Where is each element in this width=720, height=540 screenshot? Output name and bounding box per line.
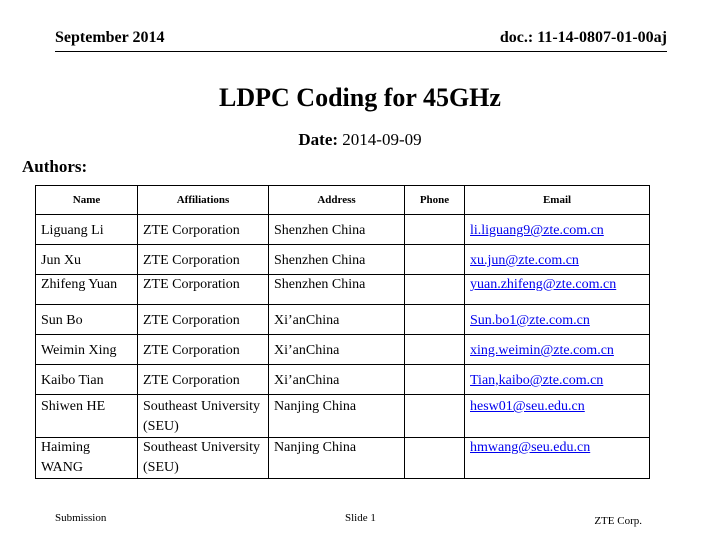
table-row bbox=[36, 395, 650, 438]
cell-address: Shenzhen China bbox=[269, 275, 405, 305]
cell-affiliation: ZTE Corporation bbox=[138, 215, 269, 245]
cell-email bbox=[465, 215, 650, 245]
column-header-affiliations: Affiliations bbox=[138, 186, 269, 215]
table-row bbox=[36, 275, 650, 305]
cell-affiliation: ZTE Corporation bbox=[138, 365, 269, 395]
cell-address: Xi’anChina bbox=[269, 305, 405, 335]
cell-address: Shenzhen China bbox=[269, 215, 405, 245]
header-doc-id: doc.: 11-14-0807-01-00aj bbox=[499, 29, 667, 46]
cell-name: Shiwen HE bbox=[36, 395, 138, 438]
cell-address: Xi’anChina bbox=[269, 335, 405, 365]
cell-email bbox=[465, 395, 650, 438]
cell-affiliation: ZTE Corporation bbox=[138, 335, 269, 365]
email-link[interactable]: li.liguang9@zte.com.cn bbox=[470, 223, 604, 238]
email-link[interactable]: xing.weimin@zte.com.cn bbox=[470, 343, 614, 358]
slide-title: LDPC Coding for 45GHz bbox=[219, 83, 501, 112]
cell-name: Liguang Li bbox=[36, 215, 138, 245]
footer-submission: Submission bbox=[55, 512, 107, 524]
email-link[interactable]: Sun.bo1@zte.com.cn bbox=[470, 313, 590, 328]
cell-email bbox=[465, 365, 650, 395]
date-label: Date: bbox=[298, 130, 339, 149]
column-header-phone: Phone bbox=[405, 186, 465, 215]
cell-email bbox=[465, 438, 650, 479]
cell-phone bbox=[405, 438, 465, 479]
cell-email bbox=[465, 305, 650, 335]
cell-phone bbox=[405, 215, 465, 245]
date-value: 2014-09-09 bbox=[342, 130, 422, 149]
email-link[interactable]: Tian,kaibo@zte.com.cn bbox=[470, 373, 604, 388]
table-row bbox=[36, 335, 650, 365]
header-divider bbox=[55, 51, 667, 52]
cell-phone bbox=[405, 395, 465, 438]
authors-table bbox=[35, 185, 650, 479]
cell-address: Shenzhen China bbox=[269, 245, 405, 275]
cell-phone bbox=[405, 275, 465, 305]
cell-address: Xi’anChina bbox=[269, 365, 405, 395]
cell-phone bbox=[405, 365, 465, 395]
cell-affiliation: ZTE Corporation bbox=[138, 245, 269, 275]
table-row bbox=[36, 305, 650, 335]
authors-heading: Authors: bbox=[22, 157, 88, 176]
cell-name: Jun Xu bbox=[36, 245, 138, 275]
column-header-name: Name bbox=[36, 186, 138, 215]
cell-phone bbox=[405, 245, 465, 275]
cell-address: Nanjing China bbox=[269, 395, 405, 438]
column-header-email: Email bbox=[465, 186, 650, 215]
cell-name: Weimin Xing bbox=[36, 335, 138, 365]
cell-phone bbox=[405, 305, 465, 335]
table-row bbox=[36, 215, 650, 245]
cell-name: Sun Bo bbox=[36, 305, 138, 335]
table-header-row bbox=[36, 186, 650, 215]
cell-affiliation: ZTE Corporation bbox=[138, 275, 269, 305]
header-date: September 2014 bbox=[55, 29, 165, 46]
email-link[interactable]: hmwang@seu.edu.cn bbox=[470, 440, 591, 455]
cell-affiliation: ZTE Corporation bbox=[138, 305, 269, 335]
cell-email bbox=[465, 245, 650, 275]
cell-affiliation: Southeast University (SEU) bbox=[138, 395, 269, 438]
date-line bbox=[0, 130, 720, 150]
email-link[interactable]: hesw01@seu.edu.cn bbox=[470, 399, 585, 414]
cell-name: Haiming WANG bbox=[36, 438, 138, 479]
cell-name: Kaibo Tian bbox=[36, 365, 138, 395]
table-row bbox=[36, 438, 650, 479]
table-row bbox=[36, 245, 650, 275]
cell-affiliation: Southeast University (SEU) bbox=[138, 438, 269, 479]
footer-slide-number: Slide 1 bbox=[345, 512, 376, 524]
email-link[interactable]: yuan.zhifeng@zte.com.cn bbox=[470, 277, 617, 292]
table-row bbox=[36, 365, 650, 395]
column-header-address: Address bbox=[269, 186, 405, 215]
email-link[interactable]: xu.jun@zte.com.cn bbox=[470, 253, 579, 268]
cell-address: Nanjing China bbox=[269, 438, 405, 479]
footer-company: ZTE Corp. bbox=[594, 515, 642, 527]
cell-name: Zhifeng Yuan bbox=[36, 275, 138, 305]
cell-email bbox=[465, 275, 650, 305]
cell-phone bbox=[405, 335, 465, 365]
cell-email bbox=[465, 335, 650, 365]
